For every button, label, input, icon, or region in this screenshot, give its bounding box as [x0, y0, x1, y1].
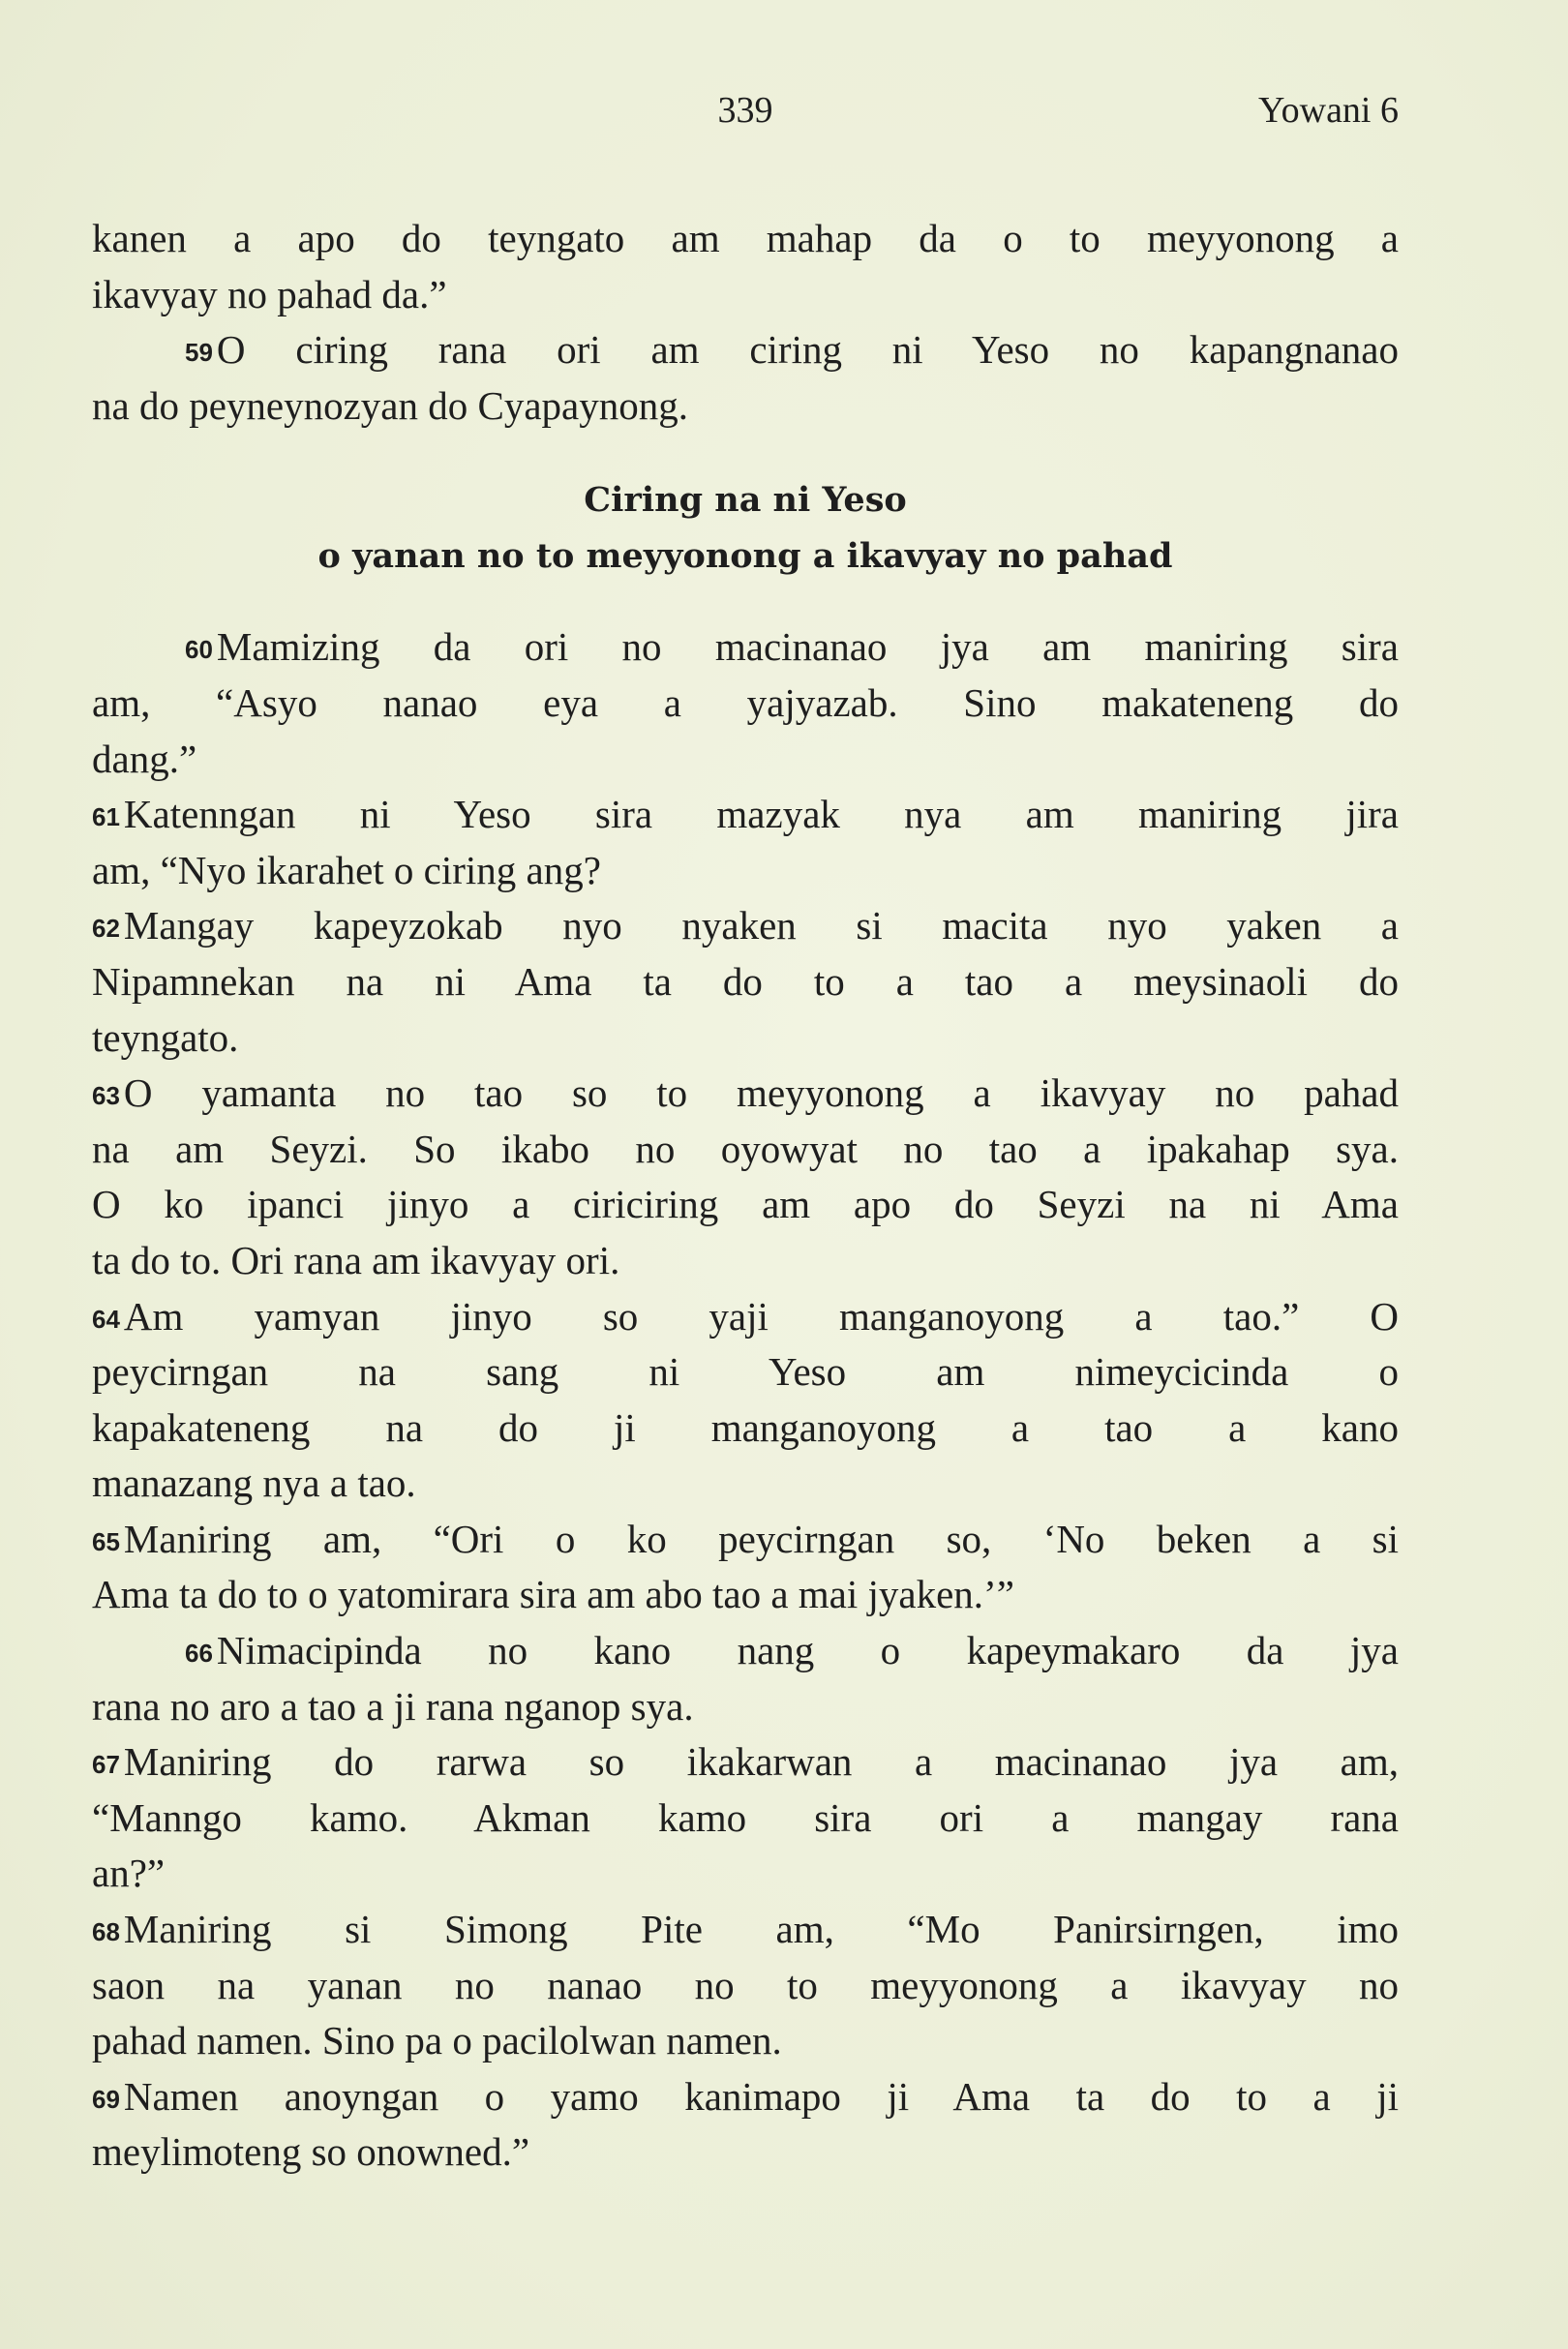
- page-number: 339: [717, 90, 773, 131]
- verse-number: 60: [185, 635, 213, 665]
- verse-62: [92, 898, 1399, 1066]
- verse-61: [92, 787, 1399, 898]
- verse-number: 67: [92, 1750, 120, 1780]
- verse-59: [92, 322, 1399, 434]
- text-line: O ko ipanci jinyo a ciriciring am apo do Seyzi na ni Ama: [92, 1182, 1399, 1227]
- text-line: ta do to. Ori rana am ikavyay ori.: [92, 1237, 620, 1282]
- text-line: am, “Asyo nanao eya a yajyazab. Sino makateneng do: [92, 679, 1399, 725]
- verse-63: [92, 1066, 1399, 1288]
- verse-number: 59: [185, 338, 213, 368]
- section-heading: [92, 472, 1399, 585]
- section-heading-line-2: o yanan no to meyyonong a ikavyay no pahad: [317, 536, 1173, 577]
- text-line: Namen anoyngan o yamo kanimapo ji Ama ta do to a ji: [123, 2073, 1399, 2119]
- text-line: pahad namen. Sino pa o pacilolwan namen.: [92, 2018, 782, 2063]
- text-line: na am Seyzi. So ikabo no oyowyat no tao a ipakahap sya.: [92, 1126, 1399, 1171]
- text-line: Am yamyan jinyo so yaji manganoyong a tao.” O: [123, 1293, 1399, 1339]
- text-line: Nipamnekan na ni Ama ta do to a tao a meysinaoli do: [92, 958, 1399, 1004]
- verse-number: 66: [185, 1639, 213, 1669]
- intro-paragraph: [92, 211, 1399, 322]
- text-line: peycirngan na sang ni Yeso am nimeycicinda o: [92, 1349, 1399, 1395]
- text-line: kapakateneng na do ji manganoyong a tao a kano: [92, 1404, 1399, 1450]
- text-line: Maniring am, “Ori o ko peycirngan so, ‘No beken a si: [123, 1516, 1399, 1561]
- text-line: saon na yanan no nanao no to meyyonong a ikavyay no: [92, 1962, 1399, 2007]
- text-line: an?”: [92, 1851, 166, 1896]
- text-line: rana no aro a tao a ji rana nganop sya.: [92, 1683, 694, 1729]
- text-line: manazang nya a tao.: [92, 1461, 416, 1506]
- text-line: na do peyneynozyan do Cyapaynong.: [92, 382, 688, 428]
- text-line: Maniring si Simong Pite am, “Mo Panirsirngen, imo: [123, 1907, 1399, 1952]
- text-line: dang.”: [92, 736, 197, 781]
- running-head: Yowani 6: [1257, 90, 1399, 131]
- verse-number: 65: [92, 1526, 120, 1556]
- text-line: ikavyay no pahad da.”: [92, 271, 447, 316]
- verse-65: [92, 1512, 1399, 1623]
- text-line: O yamanta no tao so to meyyonong a ikavyay no pahad: [123, 1070, 1399, 1116]
- text-line: Ama ta do to o yatomirara sira am abo tao a mai jyaken.’”: [92, 1572, 1014, 1617]
- scripture-text: [92, 211, 1399, 2181]
- text-line: teyngato.: [92, 1014, 239, 1060]
- section-heading-line-1: Ciring na ni Yeso: [584, 480, 907, 521]
- text-line: Mamizing da ori no macinanao jya am maniring sira: [216, 624, 1399, 670]
- verse-number: 68: [92, 1917, 120, 1947]
- verse-68: [92, 1902, 1399, 2069]
- text-line: O ciring rana ori am ciring ni Yeso no kapangnanao: [216, 327, 1399, 373]
- verse-66: [92, 1623, 1399, 1734]
- page-header: [92, 89, 1399, 137]
- text-line: Mangay kapeyzokab nyo nyaken si macita nyo yaken a: [123, 903, 1399, 949]
- verse-number: 64: [92, 1304, 120, 1334]
- verse-number: 63: [92, 1081, 120, 1111]
- text-line: “Manngo kamo. Akman kamo sira ori a mangay rana: [92, 1794, 1399, 1840]
- verse-60: [92, 619, 1399, 787]
- verse-64: [92, 1289, 1399, 1512]
- text-line: Nimacipinda no kano nang o kapeymakaro da jya: [216, 1628, 1399, 1673]
- verse-number: 69: [92, 2084, 120, 2114]
- verse-69: [92, 2069, 1399, 2181]
- verse-number: 62: [92, 914, 120, 944]
- text-line: Maniring do rarwa so ikakarwan a macinanao jya am,: [123, 1739, 1399, 1785]
- verse-67: [92, 1734, 1399, 1902]
- text-line: am, “Nyo ikarahet o ciring ang?: [92, 847, 601, 892]
- text-line: Katenngan ni Yeso sira mazyak nya am maniring jira: [123, 792, 1399, 837]
- text-line: meylimoteng so onowned.”: [92, 2129, 530, 2175]
- text-line: kanen a apo do teyngato am mahap da o to meyyonong a: [92, 216, 1399, 260]
- verse-number: 61: [92, 802, 120, 832]
